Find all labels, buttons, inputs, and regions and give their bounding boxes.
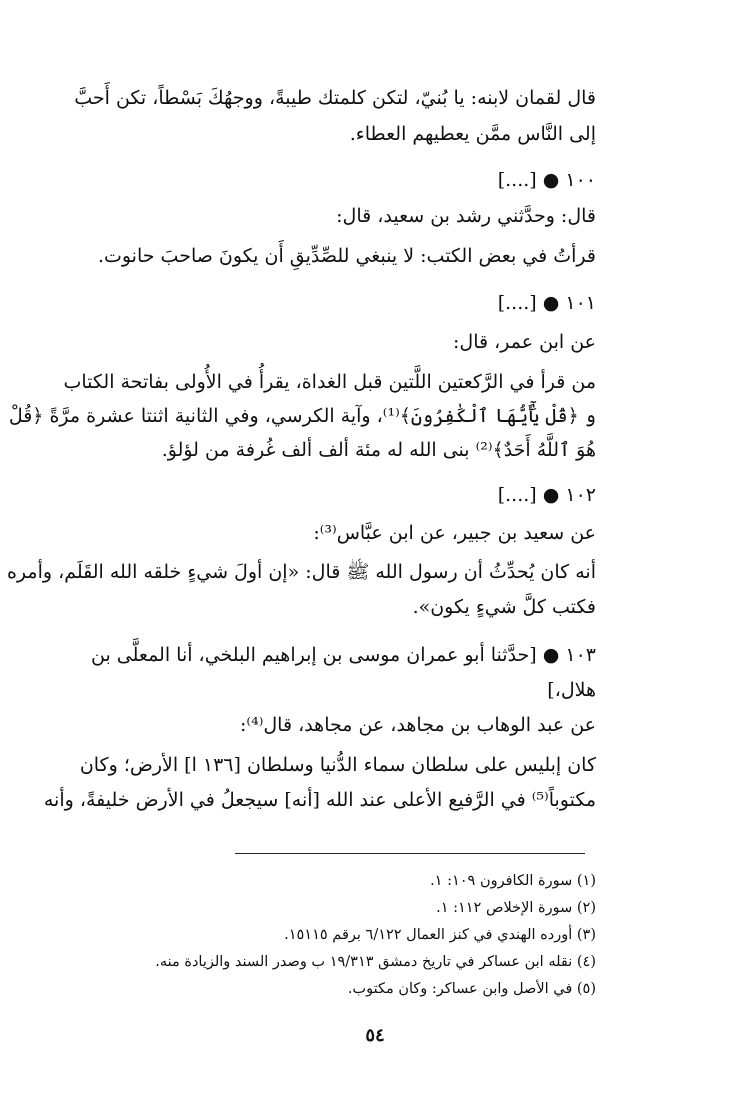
text-line: قال لقمان لابنه: يا بُنيّ، لتكن كلمتك طيبةً، ووجهُكَ بَسْطاً، تكن أَحبَّ	[74, 87, 596, 109]
text-line: من قرأ في الرَّكعتين اللَّتين قبل الغداة، يقرأُ في الأُولى بفاتحة الكتاب	[63, 371, 596, 393]
hadith-number-103: ١٠٣ ● [حدَّثنا أبو عمران موسى بن إبراهيم البلخي، أنا المعلَّى بن	[90, 644, 596, 666]
text-line: هلال،]	[547, 679, 596, 701]
text-line: و ﴿قُلْ يَٰٓأَيُّهَا ٱلْكَٰفِرُونَ﴾⁽¹⁾، وآية الكرسي، وفي الثانية اثنتا عشرة مرَّةً ﴿قُلْ	[8, 405, 596, 427]
text-line: مكتوباً⁽⁵⁾ في الرَّفيع الأعلى عند الله [أنه] سيجعلُ في الأرض خليفةً، وأنه	[43, 789, 596, 811]
footnote-4: (٤) نقله ابن عساكر في تاريخ دمشق ١٩/٣١٣ ب وصدر السند والزيادة منه.	[155, 954, 596, 970]
footnote-3: (٣) أورده الهندي في كنز العمال ٦/١٢٢ برقم ١٥١١٥.	[284, 927, 596, 943]
hadith-number-100: ١٠٠ ● [....]	[497, 169, 596, 191]
text-line: عن ابن عمر، قال:	[453, 331, 596, 353]
hadith-number-102: ١٠٢ ● [....]	[497, 484, 596, 506]
footnote-1: (١) سورة الكافرون ١٠٩: ١.	[430, 873, 596, 889]
text-line: كان إبليس على سلطان سماء الدُّنيا وسلطان [١٣٦ ا] الأرض؛ وكان	[79, 754, 596, 776]
footnote-separator	[235, 853, 585, 854]
footnote-5: (٥) في الأصل وابن عساكر: وكان مكتوب.	[347, 981, 596, 997]
text-line: فكتب كلَّ شيءٍ يكون».	[412, 596, 596, 618]
text-line: عن سعيد بن جبير، عن ابن عبَّاس⁽³⁾:	[313, 522, 596, 544]
text-line: أنه كان يُحدِّثُ أن رسول الله ﷺ قال: «إن أولَ شيءٍ خلقه الله القَلَم، وأمره	[6, 561, 596, 583]
page-number: ٥٤	[365, 1025, 385, 1046]
text-line: عن عبد الوهاب بن مجاهد، عن مجاهد، قال⁽⁴⁾:	[239, 714, 596, 736]
text-line: قرأتُ في بعض الكتب: لا ينبغي للصِّدِّيقِ أَن يكونَ صاحبَ حانوت.	[97, 245, 596, 267]
text-line: قال: وحدَّثني رشد بن سعيد، قال:	[336, 205, 596, 227]
text-line: إلى النَّاس ممَّن يعطيهم العطاء.	[349, 123, 596, 145]
text-line: هُوَ ٱللَّهُ أَحَدٌ﴾⁽²⁾ بنى الله له مئة ألف ألف غُرفة من لؤلؤ.	[161, 439, 596, 461]
hadith-number-101: ١٠١ ● [....]	[497, 292, 596, 314]
footnote-2: (٢) سورة الإخلاص ١١٢: ١.	[436, 900, 596, 916]
